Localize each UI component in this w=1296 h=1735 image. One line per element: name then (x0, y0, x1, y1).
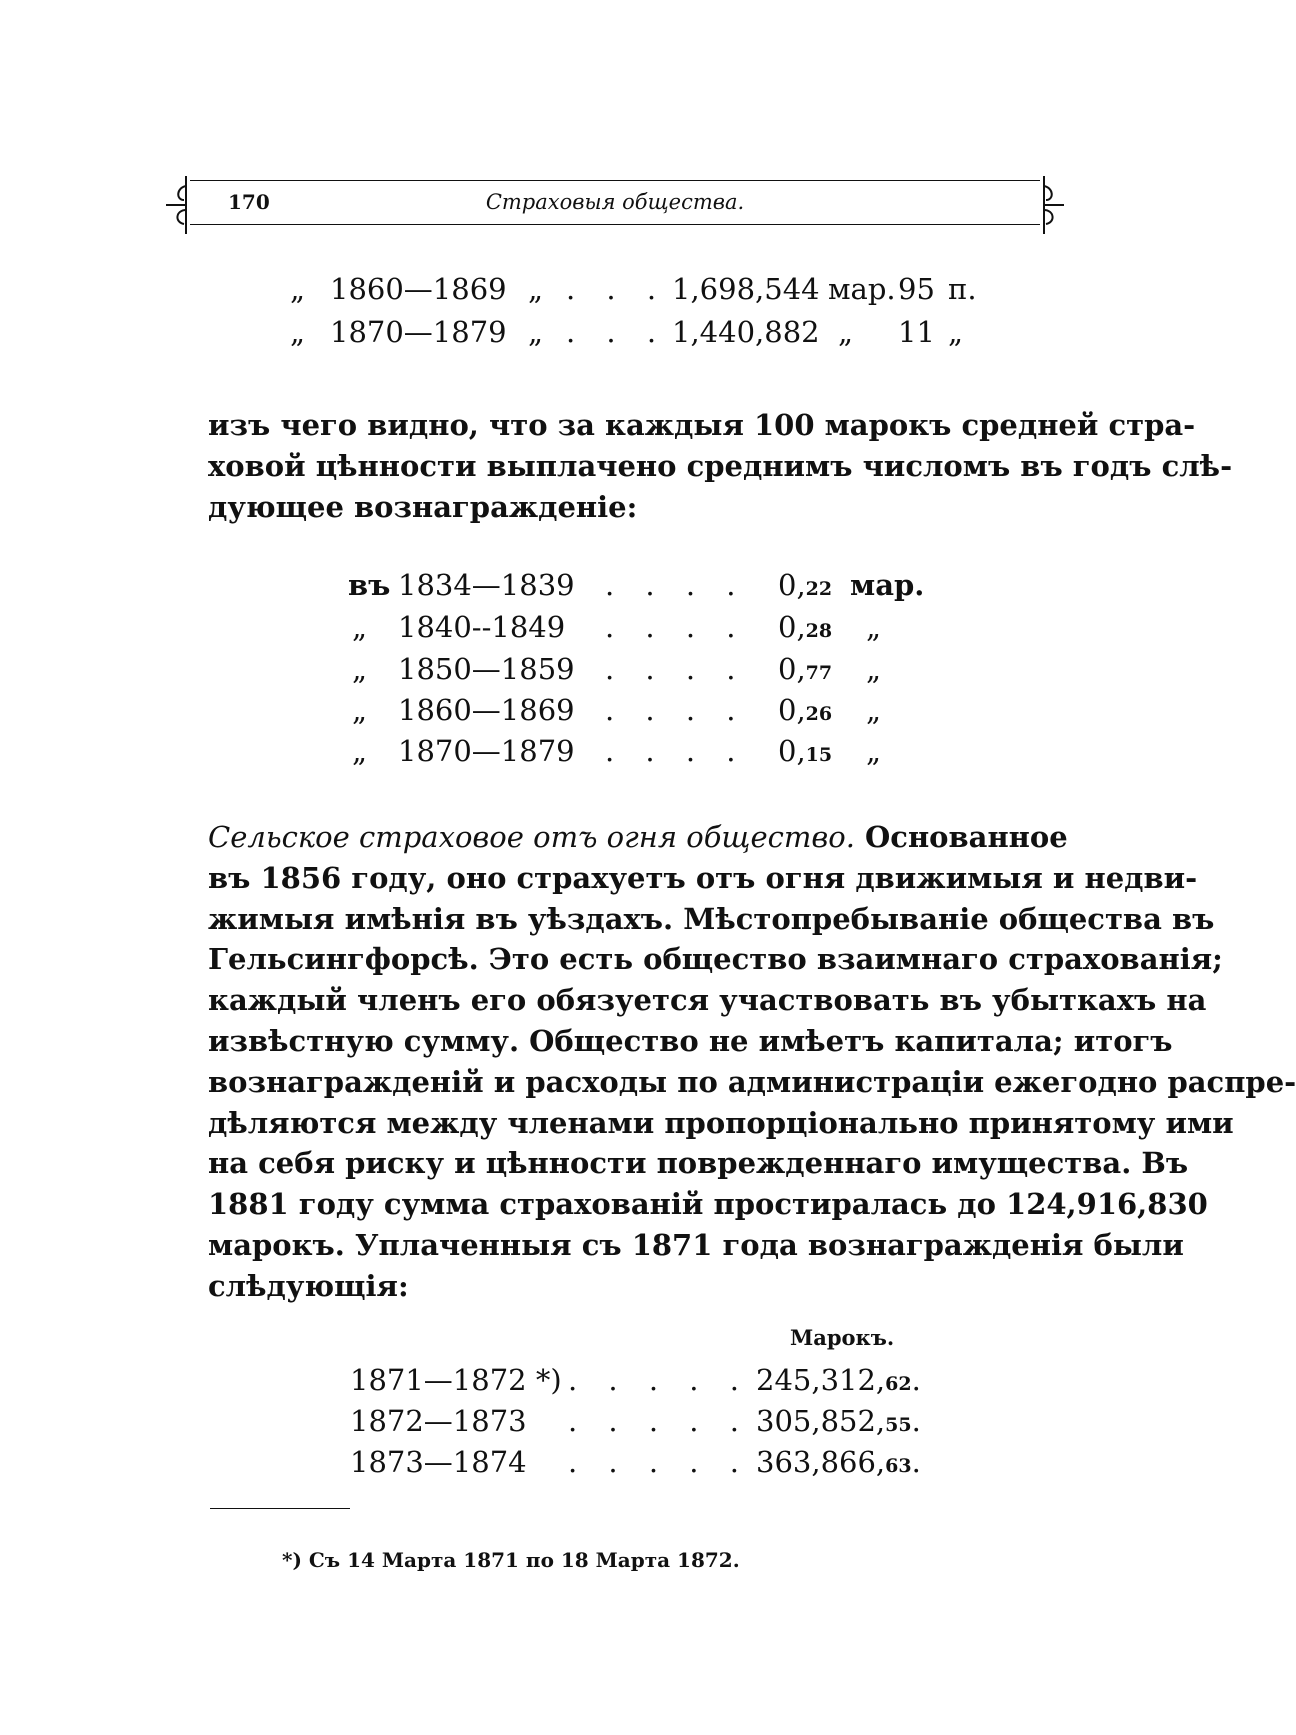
leader-dots: . . . . (605, 652, 747, 686)
right-ornament-icon (1040, 174, 1066, 236)
period: 1860—1869 (330, 272, 507, 306)
table-row (0, 693, 1140, 729)
text-line: марокъ. Уплаченныя съ 1871 года вознагражденія были (208, 1227, 1184, 1262)
text-line: вознагражденій и расходы по администраціи ежегодно распре- (208, 1064, 1296, 1099)
text-line: слѣдующія: (208, 1268, 409, 1303)
ditto-mark: „ (290, 272, 306, 306)
leader-dots: . . . . . (568, 1404, 750, 1438)
text-line: ховой цѣнности выплачено среднимъ числомъ въ годъ слѣ- (208, 448, 1233, 483)
paragraph-ratio-intro (208, 405, 1233, 527)
text-line: Сельское страховое отъ огня общество. Основанное (208, 820, 1068, 854)
society-name: Сельское страховое отъ огня общество. (208, 820, 855, 854)
text-line: извѣстную сумму. Общество не имѣетъ капитала; итогъ (208, 1023, 1173, 1058)
ratio-value: 0,22 (778, 568, 833, 602)
ditto-mark: „ (866, 734, 882, 768)
table-row (0, 610, 1140, 646)
amount: 1,440,882 (672, 315, 820, 349)
table-row (0, 272, 1140, 308)
table-row (0, 652, 1140, 688)
period: 1873—1874 (350, 1445, 527, 1479)
text-line: дѣляются между членами пропорціонально принятому ими (208, 1105, 1234, 1140)
ditto-mark: „ (352, 734, 368, 768)
page-number: 170 (228, 190, 270, 214)
header-top-rule (190, 180, 1040, 181)
leader-dots: . . . . (605, 568, 747, 602)
text-line: изъ чего видно, что за каждыя 100 марокъ средней стра- (208, 408, 1196, 442)
leader-dots: . . . . (605, 610, 747, 644)
period: 1860—1869 (398, 693, 575, 727)
running-title: Страховыя общества. (485, 190, 745, 214)
ditto-mark: „ (528, 315, 544, 349)
leader-dots: . . . . . (568, 1363, 750, 1397)
footnote-rule (210, 1508, 350, 1509)
unit: мар. (828, 272, 896, 306)
period: 1870—1879 (330, 315, 507, 349)
ditto-mark: „ (290, 315, 306, 349)
amount: 1,698,544 (672, 272, 820, 306)
header-bottom-rule (190, 224, 1040, 225)
table-row (0, 734, 1140, 770)
row-prefix: въ (348, 568, 391, 602)
unit: „ (838, 315, 854, 349)
ratio-value: 0,15 (778, 734, 833, 768)
period: 1871—1872 *) (350, 1363, 562, 1397)
table-row (0, 1445, 1140, 1481)
payments-unit-header: Марокъ. (790, 1325, 895, 1350)
table-row (0, 568, 1140, 604)
ditto-mark: „ (866, 610, 882, 644)
payment-amount: 363,866,63. (756, 1445, 921, 1479)
pfennig-amount: 11 (898, 315, 935, 349)
period: 1870—1879 (398, 734, 575, 768)
paragraph-rural-fire-society (208, 817, 1296, 1307)
pfennig-unit: „ (948, 315, 964, 349)
period: 1850—1859 (398, 652, 575, 686)
pfennig-unit: п. (948, 272, 977, 306)
ditto-mark: „ (528, 272, 544, 306)
text-line: Гельсингфорсѣ. Это есть общество взаимнаго страхованія; (208, 942, 1223, 977)
period: 1840--1849 (398, 610, 566, 644)
ditto-mark: „ (866, 652, 882, 686)
ratio-value: 0,26 (778, 693, 833, 727)
pfennig-amount: 95 (898, 272, 935, 306)
leader-dots: . . . . . (568, 1445, 750, 1479)
running-header (190, 180, 1040, 230)
table-row (0, 1363, 1140, 1399)
payment-amount: 245,312,62. (756, 1363, 921, 1397)
period: 1872—1873 (350, 1404, 527, 1438)
text-line: на себя риску и цѣнности поврежденнаго имущества. Въ (208, 1146, 1189, 1181)
text-line: въ 1856 году, оно страхуетъ отъ огня движимыя и недви- (208, 860, 1198, 895)
leader-dots: . . . . (605, 693, 747, 727)
ditto-mark: „ (352, 693, 368, 727)
table-row (0, 1404, 1140, 1440)
ditto-mark: „ (866, 693, 882, 727)
period: 1834—1839 (398, 568, 575, 602)
payment-amount: 305,852,55. (756, 1404, 921, 1438)
ratio-value: 0,28 (778, 610, 833, 644)
text-line: дующее вознагражденіе: (208, 489, 638, 524)
ditto-mark: „ (352, 652, 368, 686)
text-line: 1881 году сумма страхованій простиралась до 124,916,830 (208, 1187, 1208, 1222)
table-row (0, 315, 1140, 351)
left-ornament-icon (164, 174, 190, 236)
leader-dots: . . . (566, 315, 668, 349)
unit: мар. (850, 568, 925, 602)
ditto-mark: „ (352, 610, 368, 644)
leader-dots: . . . . (605, 734, 747, 768)
text-line: каждый членъ его обязуется участвовать въ убыткахъ на (208, 983, 1207, 1018)
text-line: жимыя имѣнія въ уѣздахъ. Мѣстопребываніе общества въ (208, 901, 1215, 936)
leader-dots: . . . (566, 272, 668, 306)
footnote: *) Съ 14 Марта 1871 по 18 Марта 1872. (282, 1548, 740, 1572)
ratio-value: 0,77 (778, 652, 833, 686)
